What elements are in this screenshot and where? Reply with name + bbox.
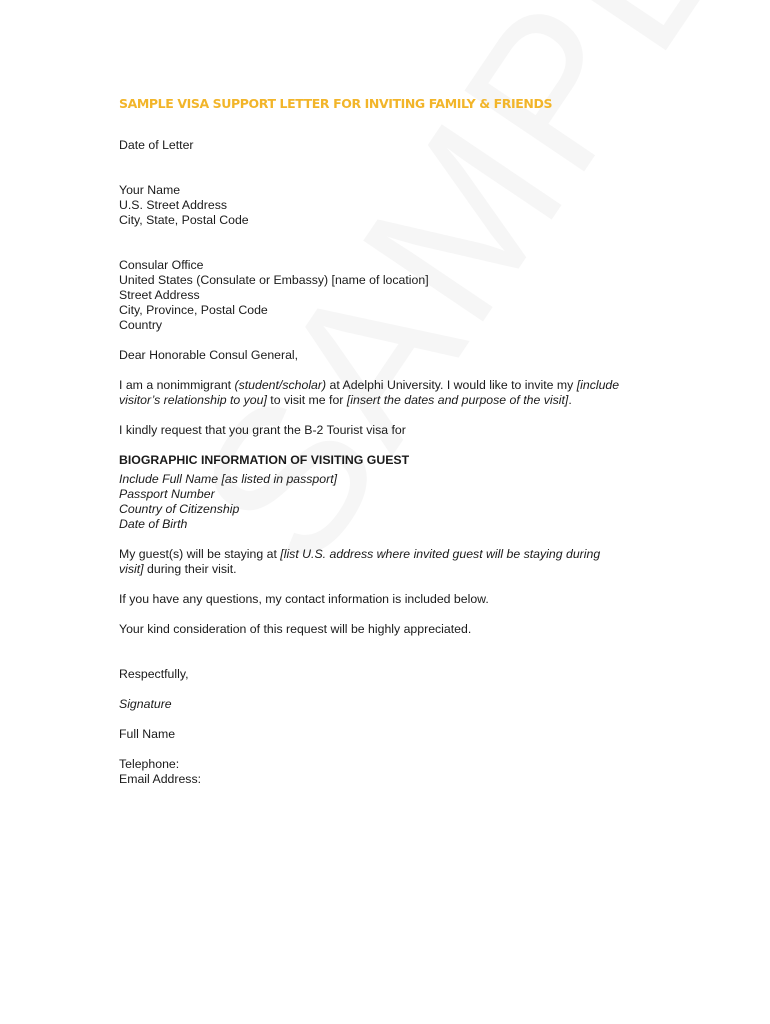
letter-title: SAMPLE VISA SUPPORT LETTER FOR INVITING FAMILY & FRIENDS [119, 96, 553, 111]
closing: Respectfully, [119, 667, 189, 681]
questions-line: If you have any questions, my contact information is included below. [119, 592, 489, 606]
salutation: Dear Honorable Consul General, [119, 348, 299, 362]
bio-item: Date of Birth [119, 517, 188, 531]
bio-item: Country of Citizenship [119, 502, 240, 516]
intro-text-4: . [568, 393, 572, 407]
intro-text-3: to visit me for [266, 393, 347, 407]
bio-heading: BIOGRAPHIC INFORMATION OF VISITING GUEST [119, 453, 410, 467]
stay-text-2: during their visit. [143, 562, 237, 576]
stay-text-1: My guest(s) will be staying at [119, 547, 281, 561]
consideration-line: Your kind consideration of this request will be highly appreciated. [119, 622, 472, 636]
recipient-office: Consular Office [119, 258, 204, 272]
date-line: Date of Letter [119, 138, 194, 152]
stay-address-b: visit] [119, 562, 144, 576]
recipient-address [119, 258, 649, 333]
recipient-street: Street Address [119, 288, 200, 302]
intro-text-2: at Adelphi University. I would like to invite my [326, 378, 577, 392]
recipient-country: Country [119, 318, 163, 332]
intro-relationship-b: visitor’s relationship to you] [119, 393, 267, 407]
intro-relationship-a: [include [576, 378, 620, 392]
telephone-label: Telephone: [119, 757, 180, 771]
stay-paragraph [119, 547, 649, 577]
intro-line-2 [119, 393, 649, 408]
intro-status: (student/scholar) [234, 378, 327, 392]
request-line: I kindly request that you grant the B-2 Tourist visa for [119, 423, 406, 437]
sender-city: City, State, Postal Code [119, 213, 249, 227]
intro-paragraph [119, 378, 649, 408]
intro-text-1: I am a nonimmigrant [119, 378, 235, 392]
letter-body [119, 96, 649, 787]
full-name: Full Name [119, 727, 176, 741]
stay-line-1 [119, 547, 649, 562]
bio-item: Passport Number [119, 487, 215, 501]
recipient-city: City, Province, Postal Code [119, 303, 268, 317]
bio-item: Include Full Name [as listed in passport] [119, 472, 338, 486]
sender-address [119, 183, 649, 228]
intro-dates-purpose: [insert the dates and purpose of the visit] [346, 393, 569, 407]
intro-line-1 [119, 378, 649, 393]
stay-line-2 [119, 562, 649, 577]
bio-list [119, 472, 649, 532]
signature: Signature [119, 697, 172, 711]
stay-address-a: [list U.S. address where invited guest will be staying during [280, 547, 601, 561]
contact-info [119, 757, 649, 787]
recipient-location: United States (Consulate or Embassy) [name of location] [119, 273, 429, 287]
sender-street: U.S. Street Address [119, 198, 227, 212]
sender-name: Your Name [119, 183, 181, 197]
email-label: Email Address: [119, 772, 202, 786]
